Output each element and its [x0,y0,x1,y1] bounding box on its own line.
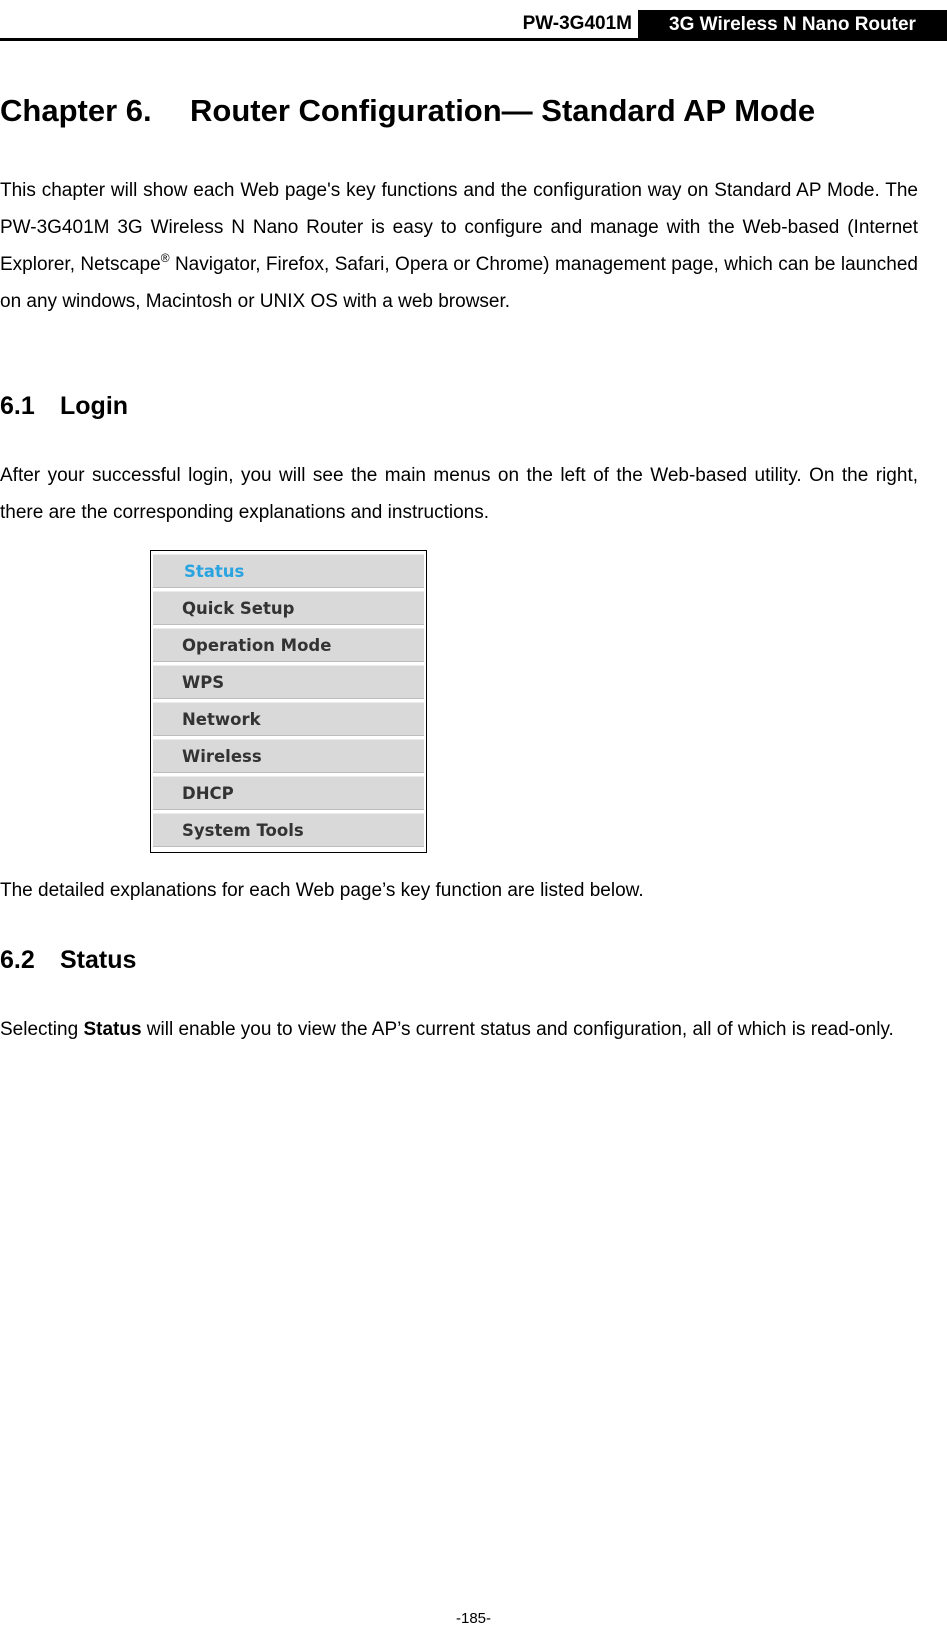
status-text-bold: Status [83,1019,142,1040]
menu-item-system-tools[interactable]: System Tools [153,813,424,847]
section-title-status [0,946,136,975]
intro-paragraph [0,172,918,320]
menu-item-quick-setup[interactable]: Quick Setup [153,591,424,625]
status-text-1: Selecting [0,1019,84,1040]
menu-item-network[interactable]: Network [153,702,424,736]
page-header [0,0,947,42]
intro-text-1: This chapter will show each Web page's key functions and the configuration way on Standard AP Mode. The PW-3G401M 3G Wireless N Nano Router is easy to configure and manage with the Web-based (Internet Explorer, Netscape [0,180,918,275]
detail-paragraph: The detailed explanations for each Web page’s key function are listed below. [0,880,644,901]
registered-mark: ® [160,251,170,265]
chapter-name: Router Configuration— Standard AP Mode [190,93,816,128]
section-name: Status [60,946,137,974]
header-rule [0,38,947,41]
menu-item-operation-mode[interactable]: Operation Mode [153,628,424,662]
section-number: 6.1 [0,392,35,420]
section-name: Login [60,392,129,420]
page-number: -185- [455,1610,492,1627]
login-paragraph: After your successful login, you will see the main menus on the left of the Web-based utility. On the right, there are the corresponding explanations and instructions. [0,465,918,523]
menu-item-wireless[interactable]: Wireless [153,739,424,773]
section-number: 6.2 [0,946,35,974]
section-title-login [0,392,128,421]
intro-text-2: Navigator, Firefox, Safari, Opera or Chrome) management page, which can be launched on any windows, Macintosh or UNIX OS with a web browser. [0,254,919,312]
status-text-2: will enable you to view the AP’s current status and configuration, all of which is read-only. [141,1019,894,1040]
main-menu-screenshot [150,550,427,853]
menu-item-dhcp[interactable]: DHCP [153,776,424,810]
header-model: PW-3G401M [522,13,632,34]
menu-item-wps[interactable]: WPS [153,665,424,699]
menu-item-status[interactable]: Status [153,554,424,588]
chapter-title [0,93,815,129]
header-product: 3G Wireless N Nano Router [638,10,947,40]
status-paragraph [0,1011,918,1048]
chapter-number: Chapter 6. [0,93,152,128]
